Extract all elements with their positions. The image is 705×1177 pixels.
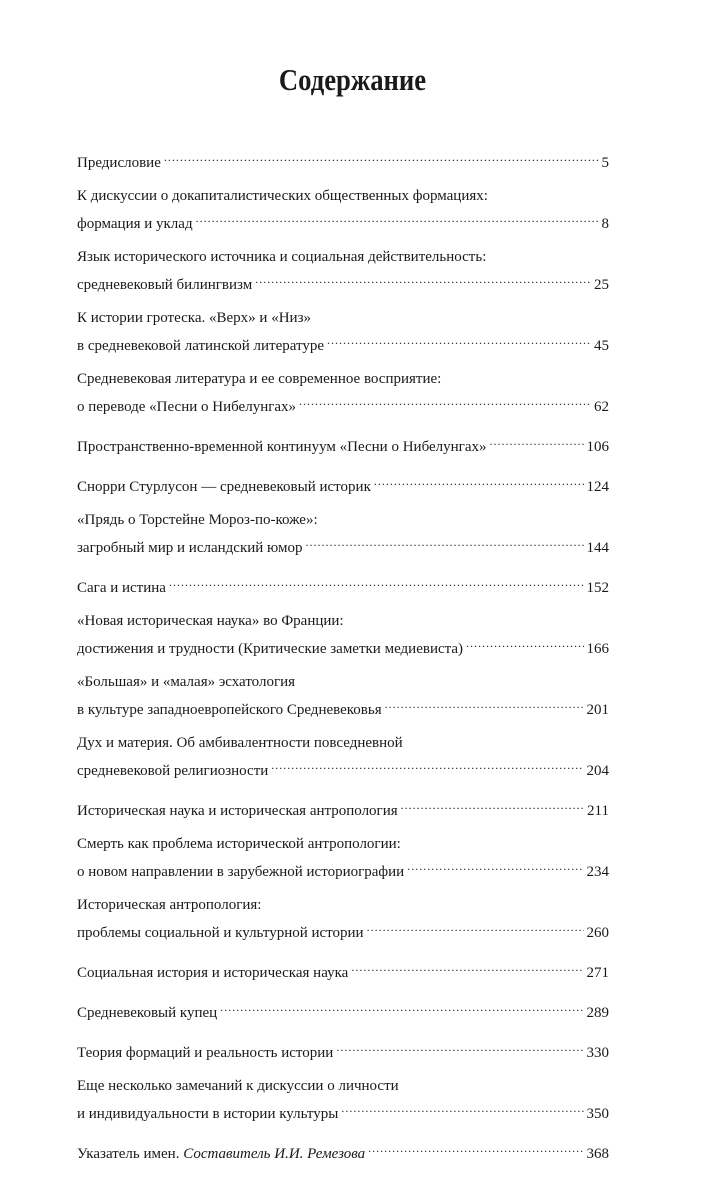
toc-entry-title-line: «Большая» и «малая» эсхатология (77, 674, 296, 690)
toc-entry-last-line (77, 996, 609, 1024)
toc-entry-title-line: Пространственно-временной континуум «Песни о Нибелунгах» (77, 439, 487, 455)
toc-entry-title-line: Средневековая литература и ее современное восприятие: (77, 371, 442, 387)
toc-page-number: 124 (586, 479, 609, 495)
toc-entry[interactable] (77, 470, 609, 498)
dot-leader (169, 571, 584, 592)
toc-entry-title-line: Социальная история и историческая наука (77, 965, 349, 981)
toc-page-number: 62 (594, 399, 609, 415)
toc-entry-last-line (77, 571, 609, 599)
toc-entry[interactable] (77, 895, 609, 944)
page-title: Содержание (278, 62, 427, 97)
toc-entry-last-line (77, 531, 609, 559)
dot-leader (351, 956, 583, 977)
toc-entry-title-line: загробный мир и исландский юмор (77, 540, 303, 556)
dot-leader (220, 996, 583, 1017)
toc-page-number: 45 (594, 338, 609, 354)
toc-entry-title-line: Снорри Стурлусон — средневековый историк (77, 479, 371, 495)
toc-entry-index[interactable] (77, 1137, 609, 1165)
toc-entry-title-line: в культуре западноевропейского Средневековья (77, 702, 382, 718)
toc-entry-title-line: в средневековой латинской литературе (77, 338, 325, 354)
table-of-contents (77, 146, 609, 1177)
toc-page-number: 5 (601, 155, 609, 171)
toc-entry[interactable] (77, 186, 609, 235)
toc-entry-title-line (77, 1144, 365, 1165)
toc-entry[interactable] (77, 794, 609, 822)
toc-entry[interactable] (77, 834, 609, 883)
toc-entry-last-line (77, 794, 609, 822)
toc-entry-title-line: о переводе «Песни о Нибелунгах» (77, 399, 297, 415)
dot-leader (299, 390, 591, 411)
toc-page-number: 289 (586, 1005, 609, 1021)
toc-page-number: 152 (586, 580, 609, 596)
toc-entry[interactable] (77, 672, 609, 721)
dot-leader (341, 1097, 583, 1118)
toc-page-number: 350 (586, 1106, 609, 1122)
toc-entry-title-line: проблемы социальной и культурной истории (77, 925, 364, 941)
toc-entry-title-line: Сага и истина (77, 580, 166, 596)
toc-entry-title-line: и индивидуальности в истории культуры (77, 1106, 339, 1122)
toc-entry[interactable] (77, 430, 609, 458)
toc-entry-title-line: «Прядь о Торстейне Мороз-по-коже»: (77, 512, 318, 528)
toc-entry-last-line (77, 693, 609, 721)
dot-leader (385, 693, 584, 714)
toc-page-number: 271 (586, 965, 609, 981)
toc-entry[interactable] (77, 571, 609, 599)
toc-page-number: 368 (586, 1146, 609, 1162)
toc-entry-title-line: «Новая историческая наука» во Франции: (77, 613, 344, 629)
dot-leader (336, 1036, 583, 1057)
toc-entry[interactable] (77, 369, 609, 418)
toc-page-number: 144 (586, 540, 609, 556)
dot-leader (327, 329, 591, 350)
toc-entry-last-line (77, 632, 609, 660)
toc-entry[interactable] (77, 308, 609, 357)
dot-leader (489, 430, 583, 451)
toc-entry-last-line (77, 855, 609, 883)
toc-entry[interactable] (77, 956, 609, 984)
toc-entry-title-line: средневековой религиозности (77, 763, 269, 779)
dot-leader (196, 207, 599, 228)
dot-leader (407, 855, 583, 876)
toc-page-number: 166 (586, 641, 609, 657)
toc-entry-title-line: Смерть как проблема исторической антропологии: (77, 836, 401, 852)
toc-entry[interactable] (77, 996, 609, 1024)
toc-page-number: 234 (586, 864, 609, 880)
toc-entry-last-line (77, 390, 609, 418)
toc-entry-title-line: формация и уклад (77, 216, 193, 232)
toc-entry-title-line: о новом направлении в зарубежной историографии (77, 864, 405, 880)
dot-leader (466, 632, 583, 653)
toc-entry-title-line: К дискуссии о докапиталистических общественных формациях: (77, 188, 488, 204)
toc-entry[interactable] (77, 1036, 609, 1064)
toc-entry-last-line (77, 470, 609, 498)
toc-entry-last-line (77, 1036, 609, 1064)
toc-entry-title-line: достижения и трудности (Критические заметки медиевиста) (77, 641, 464, 657)
toc-entry-last-line (77, 956, 609, 984)
toc-entry-last-line (77, 268, 609, 296)
dot-leader (271, 754, 583, 775)
toc-entry-last-line (77, 754, 609, 782)
toc-page-number: 211 (587, 803, 609, 819)
toc-page-number: 8 (601, 216, 609, 232)
index-compiler: Составитель И.И. Ремезова (183, 1146, 366, 1162)
toc-entry-last-line (77, 1097, 609, 1125)
toc-entry-title-line: средневековый билингвизм (77, 277, 253, 293)
toc-entry-title-line: Язык исторического источника и социальная действительность: (77, 249, 487, 265)
toc-entry-last-line (77, 329, 609, 357)
dot-leader (374, 470, 584, 491)
toc-page-number: 106 (586, 439, 609, 455)
toc-entry-title-line: К истории гротеска. «Верх» и «Низ» (77, 310, 311, 326)
toc-page-number: 260 (586, 925, 609, 941)
dot-leader (255, 268, 591, 289)
toc-entry[interactable] (77, 611, 609, 660)
toc-entry[interactable] (77, 247, 609, 296)
dot-leader (368, 1137, 583, 1158)
toc-entry[interactable] (77, 510, 609, 559)
toc-entry-last-line (77, 1137, 609, 1165)
toc-page-number: 330 (586, 1045, 609, 1061)
toc-entry-title-line: Предисловие (77, 155, 161, 171)
toc-entry[interactable] (77, 146, 609, 174)
toc-entry[interactable] (77, 733, 609, 782)
dot-leader (164, 146, 599, 167)
toc-entry-title-line: Еще несколько замечаний к дискуссии о личности (77, 1078, 399, 1094)
toc-entry-last-line (77, 207, 609, 235)
index-label: Указатель имен. (77, 1146, 180, 1162)
toc-entry-title-line: Дух и материя. Об амбивалентности повседневной (77, 735, 403, 751)
toc-entry-title-line: Теория формаций и реальность истории (77, 1045, 334, 1061)
dot-leader (367, 916, 584, 937)
toc-entry-title-line: Историческая антропология: (77, 897, 262, 913)
toc-entry-last-line (77, 916, 609, 944)
toc-page-number: 204 (586, 763, 609, 779)
toc-entry-title-line: Средневековый купец (77, 1005, 218, 1021)
dot-leader (401, 794, 584, 815)
toc-entry-title-line: Историческая наука и историческая антропология (77, 803, 398, 819)
dot-leader (306, 531, 584, 552)
toc-page-number: 201 (586, 702, 609, 718)
toc-page-number: 25 (594, 277, 609, 293)
toc-entry-last-line (77, 146, 609, 174)
toc-entry-last-line (77, 430, 609, 458)
toc-entry[interactable] (77, 1076, 609, 1125)
